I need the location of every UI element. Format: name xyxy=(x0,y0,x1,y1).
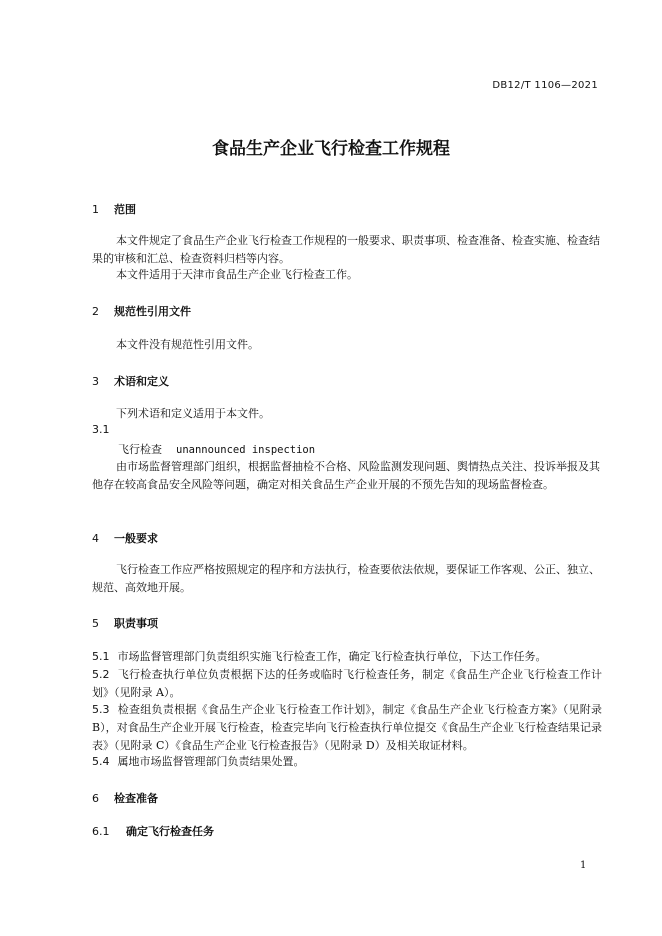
list-item xyxy=(92,648,602,666)
section-heading-4 xyxy=(92,530,158,546)
list-item xyxy=(92,666,602,702)
subsection-number: 6.1 xyxy=(92,825,110,838)
subsection-number: 3.1 xyxy=(92,423,110,436)
subsection-heading-6-1 xyxy=(92,823,214,839)
section-heading-3 xyxy=(92,373,169,389)
list-item xyxy=(92,753,602,771)
section-title: 职责事项 xyxy=(114,617,158,630)
section-title: 一般要求 xyxy=(114,532,158,545)
section-title: 术语和定义 xyxy=(114,375,169,388)
item-number: 5.1 xyxy=(92,650,110,663)
section-number: 4 xyxy=(92,532,99,545)
list-item xyxy=(92,701,602,755)
section-number: 5 xyxy=(92,617,99,630)
item-number: 5.4 xyxy=(92,755,110,768)
section-title: 规范性引用文件 xyxy=(114,305,191,318)
term-definition: 由市场监督管理部门组织，根据监督抽检不合格、风险监测发现问题、舆情热点关注、投诉举报及其他存在较高食品安全风险等问题，确定对相关食品生产企业开展的不预先告知的现场监督检查。 xyxy=(92,460,600,491)
page-title: 食品生产企业飞行检查工作规程 xyxy=(212,139,450,159)
item-text: 检查组负责根据《食品生产企业飞行检查工作计划》，制定《食品生产企业飞行检查方案》（见附录 B），对食品生产企业开展飞行检查，检查完毕向飞行检查执行单位提交《食品生产企业飞行检查结果记录表》（见附录 C）《食品生产企业飞行检查报告》（见附录 D）及相关取证材料。 xyxy=(92,703,602,752)
item-text: 市场监督管理部门负责组织实施飞行检查工作，确定飞行检查执行单位，下达工作任务。 xyxy=(117,650,547,663)
item-number: 5.2 xyxy=(92,668,110,681)
term-chinese: 飞行检查 xyxy=(118,443,162,456)
term-english: unannounced inspection xyxy=(176,444,316,456)
document-id: DB12/T 1106—2021 xyxy=(492,80,598,91)
section-number: 2 xyxy=(92,305,99,318)
section-number: 1 xyxy=(92,203,99,216)
item-text: 属地市场监督管理部门负责结果处置。 xyxy=(117,755,305,768)
section-heading-5 xyxy=(92,615,158,631)
paragraph: 下列术语和定义适用于本文件。 xyxy=(116,407,270,420)
paragraph: 本文件适用于天津市食品生产企业飞行检查工作。 xyxy=(116,268,358,281)
term-entry xyxy=(118,441,315,457)
item-text: 飞行检查执行单位负责根据下达的任务或临时飞行检查任务，制定《食品生产企业飞行检查工作计划》（见附录 A）。 xyxy=(92,668,602,699)
paragraph: 本文件没有规范性引用文件。 xyxy=(116,338,259,351)
section-title: 检查准备 xyxy=(114,792,158,805)
subsection-title: 确定飞行检查任务 xyxy=(126,825,214,838)
section-title: 范围 xyxy=(114,203,136,216)
page-number: 1 xyxy=(580,860,587,871)
section-number: 6 xyxy=(92,792,99,805)
paragraph: 飞行检查工作应严格按照规定的程序和方法执行，检查要依法依规，要保证工作客观、公正、独立、规范、高效地开展。 xyxy=(92,563,600,594)
section-heading-6 xyxy=(92,790,158,806)
paragraph: 本文件规定了食品生产企业飞行检查工作规程的一般要求、职责事项、检查准备、检查实施、检查结果的审核和汇总、检查资料归档等内容。 xyxy=(92,234,600,265)
section-heading-2 xyxy=(92,303,191,319)
item-number: 5.3 xyxy=(92,703,110,716)
section-heading-1 xyxy=(92,201,136,217)
section-number: 3 xyxy=(92,375,99,388)
